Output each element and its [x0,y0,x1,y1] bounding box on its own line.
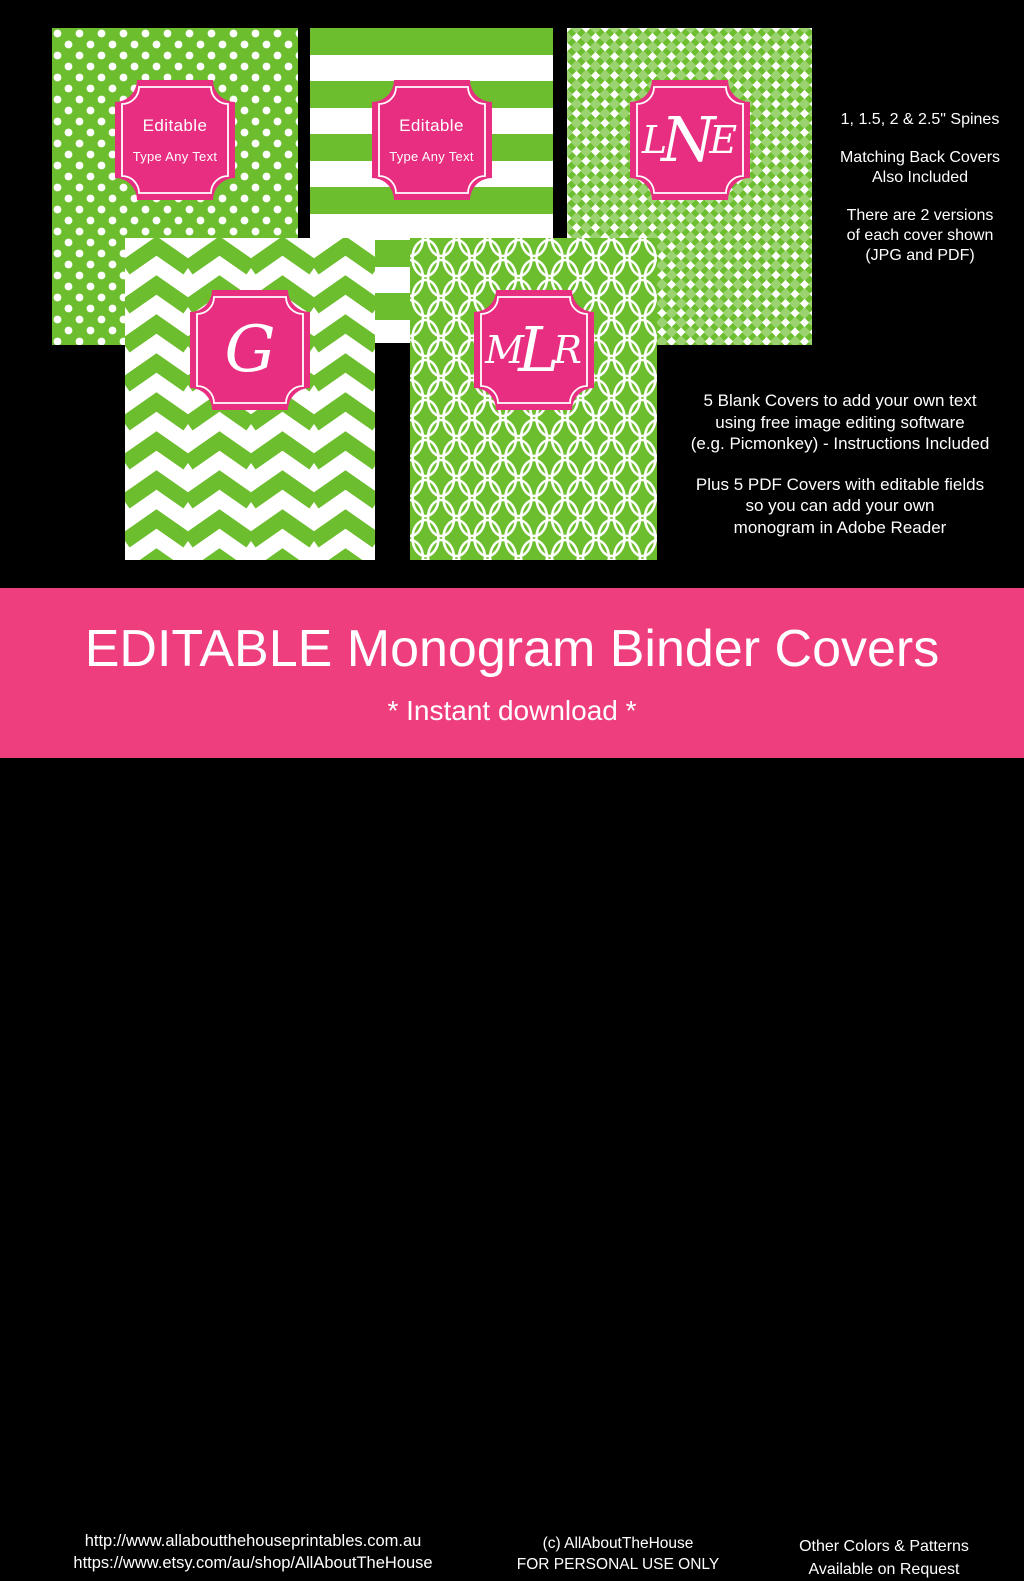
monogram-plaque [630,80,750,200]
plaque-subtitle: Type Any Text [132,149,218,164]
plaque-title: Editable [399,116,464,135]
spines-note: 1, 1.5, 2 & 2.5" Spines [840,111,1000,128]
other-colors-line1: Other Colors & Patterns [799,1538,969,1555]
file-formats-note [656,390,1024,557]
pdf-covers-note-line1: Plus 5 PDF Covers with editable fields [695,474,985,494]
editable-text-plaque [372,80,492,200]
shop-links [18,1530,488,1574]
monogram-letter: L [518,313,560,386]
binder-cover-quatrefoil [410,238,657,560]
blank-covers-note-line2: using free image editing software [715,412,965,432]
blank-covers-note-line1: 5 Blank Covers to add your own text [703,391,977,410]
plaque-title: Editable [142,116,208,135]
pdf-covers-note-line3: monogram in Adobe Reader [733,517,947,537]
versions-note-line2: of each cover shown [846,227,994,244]
monogram-mlr [474,290,594,410]
monogram-plaque [474,290,594,410]
monogram-letter: L [641,118,668,162]
product-details-note [818,110,1022,284]
monogram-letter: G [224,313,276,387]
other-colors-note [760,1535,1008,1581]
monogram-letter: M [485,328,525,372]
binder-cover-chevron [125,238,375,560]
instant-download-tagline: * Instant download * [387,695,637,726]
versions-note-line3: (JPG and PDF) [865,247,975,264]
copyright-notice [498,1533,738,1575]
plaque-subtitle: Type Any Text [389,149,474,164]
editable-text-plaque [115,80,235,200]
back-covers-note-line1: Matching Back Covers [839,149,1001,166]
copyright-line: (c) AllAboutTheHouse [542,1535,694,1552]
other-colors-line2: Available on Request [808,1561,960,1578]
monogram-letter: N [661,103,716,176]
title-banner [0,588,1024,758]
license-line: FOR PERSONAL USE ONLY [516,1556,720,1573]
versions-note-line1: There are 2 versions [846,207,994,224]
website-url: http://www.allaboutthehouseprintables.com.au [84,1532,422,1550]
product-title: EDITABLE Monogram Binder Covers [84,620,940,678]
monogram-lne [630,80,750,200]
pdf-covers-note-line2: so you can add your own [745,496,935,515]
monogram-g [190,290,310,410]
footer-bar [0,758,1024,1578]
monogram-letter: E [709,118,738,162]
monogram-letter: R [553,328,582,372]
monogram-plaque [190,290,310,410]
etsy-url: https://www.etsy.com/au/shop/AllAboutTheHouse [73,1554,433,1572]
back-covers-note-line2: Also Included [871,169,969,186]
blank-covers-note-line3: (e.g. Picmonkey) - Instructions Included [690,434,990,453]
